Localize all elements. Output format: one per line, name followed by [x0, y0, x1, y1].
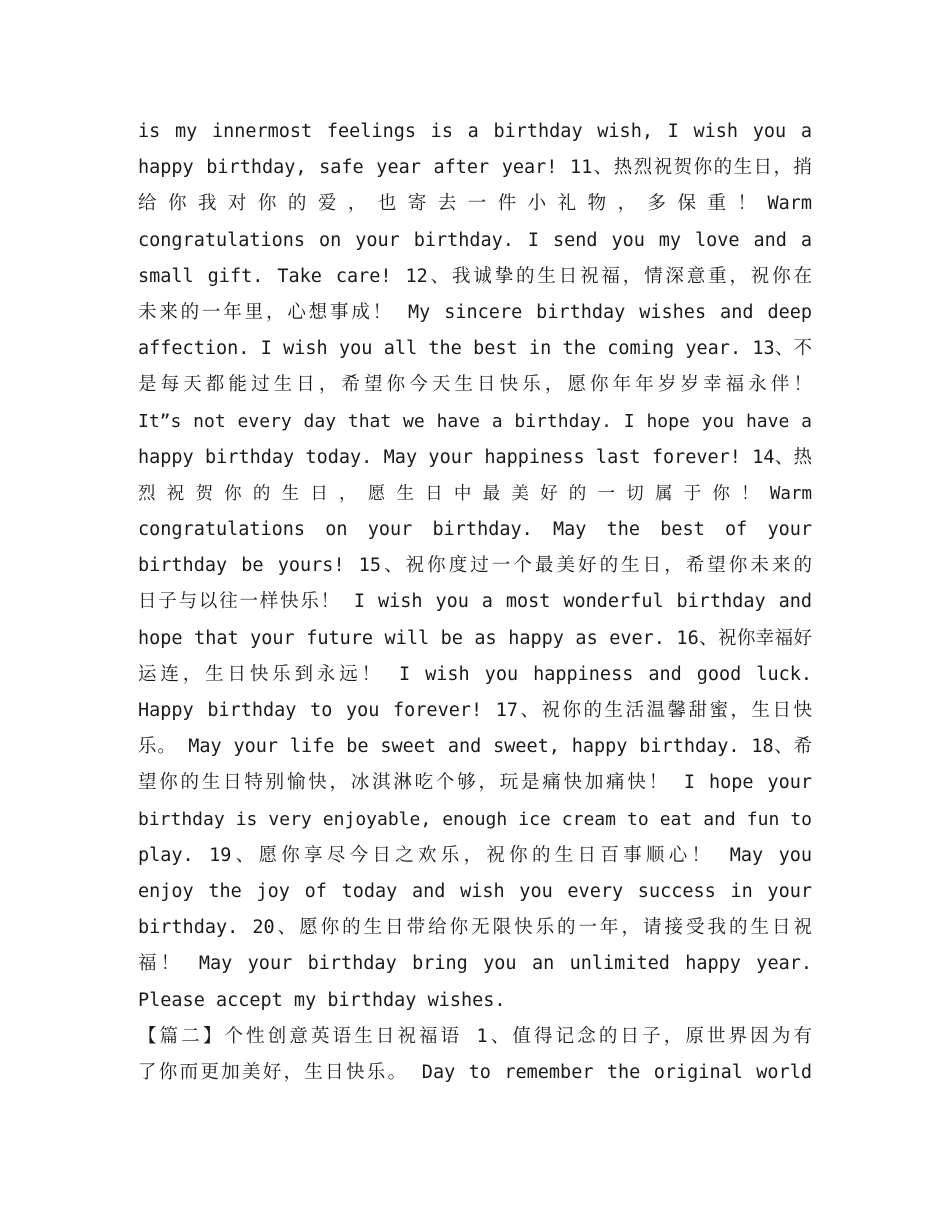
text-line: 未来的一年里，心想事成！ My sincere birthday wishes and deep: [138, 301, 812, 323]
text-line: It”s not every day that we have a birthday. I hope you have a: [138, 410, 812, 432]
text-line: happy birthday, safe year after year! 11、热烈祝贺你的生日，捎: [138, 157, 812, 179]
text-line: Happy birthday to you forever! 17、祝你的生活温馨甜蜜，生日快: [138, 700, 812, 721]
text-line: 日子与以往一样快乐！ I wish you a most wonderful birthday and: [138, 591, 812, 613]
text-line: hope that your future will be as happy as ever. 16、祝你幸福好: [138, 627, 812, 649]
text-line: 望你的生日特别愉快，冰淇淋吃个够，玩是痛快加痛快！ I hope your: [138, 772, 812, 794]
text-line: 烈 祝 贺 你 的 生 日 ， 愿 生 日 中 最 美 好 的 一 切 属 于 你 ！ Warm: [138, 483, 812, 504]
text-line: 运连，生日快乐到永远！ I wish you happiness and good luck.: [138, 663, 812, 685]
body-text: [138, 114, 812, 1091]
text-line: 福！ May your birthday bring you an unlimited happy year.: [138, 953, 812, 975]
text-line: congratulations on your birthday. May the best of your: [138, 519, 812, 541]
text-line: 是每天都能过生日，希望你今天生日快乐，愿你年年岁岁幸福永伴！: [138, 374, 812, 396]
text-line: 了你而更加美好，生日快乐。 Day to remember the original world: [138, 1061, 812, 1083]
text-line: congratulations on your birthday. I send you my love and a: [138, 229, 812, 251]
section-heading-line: 【篇二】个性创意英语生日祝福语 1、值得记念的日子，原世界因为有: [138, 1025, 812, 1047]
text-line: 给 你 我 对 你 的 爱 ， 也 寄 去 一 件 小 礼 物 ， 多 保 重 ！ Warm: [138, 193, 812, 215]
text-line: enjoy the joy of today and wish you every success in your: [138, 880, 812, 902]
text-line: birthday is very enjoyable, enough ice cream to eat and fun to: [138, 808, 812, 830]
text-line: small gift. Take care! 12、我诚挚的生日祝福，情深意重，祝你在: [138, 265, 812, 287]
text-line: 乐。 May your life be sweet and sweet, happy birthday. 18、希: [138, 736, 812, 758]
text-line: birthday be yours! 15、祝你度过一个最美好的生日，希望你未来的: [138, 555, 812, 577]
text-line: play. 19、愿你享尽今日之欢乐，祝你的生日百事顺心！ May you: [138, 844, 812, 866]
text-line: is my innermost feelings is a birthday wish, I wish you a: [138, 121, 812, 142]
text-line: affection. I wish you all the best in the coming year. 13、不: [138, 338, 812, 360]
text-line: birthday. 20、愿你的生日带给你无限快乐的一年，请接受我的生日祝: [138, 917, 812, 939]
text-line: Please accept my birthday wishes.: [138, 989, 506, 1011]
text-line: happy birthday today. May your happiness last forever! 14、热: [138, 446, 812, 468]
